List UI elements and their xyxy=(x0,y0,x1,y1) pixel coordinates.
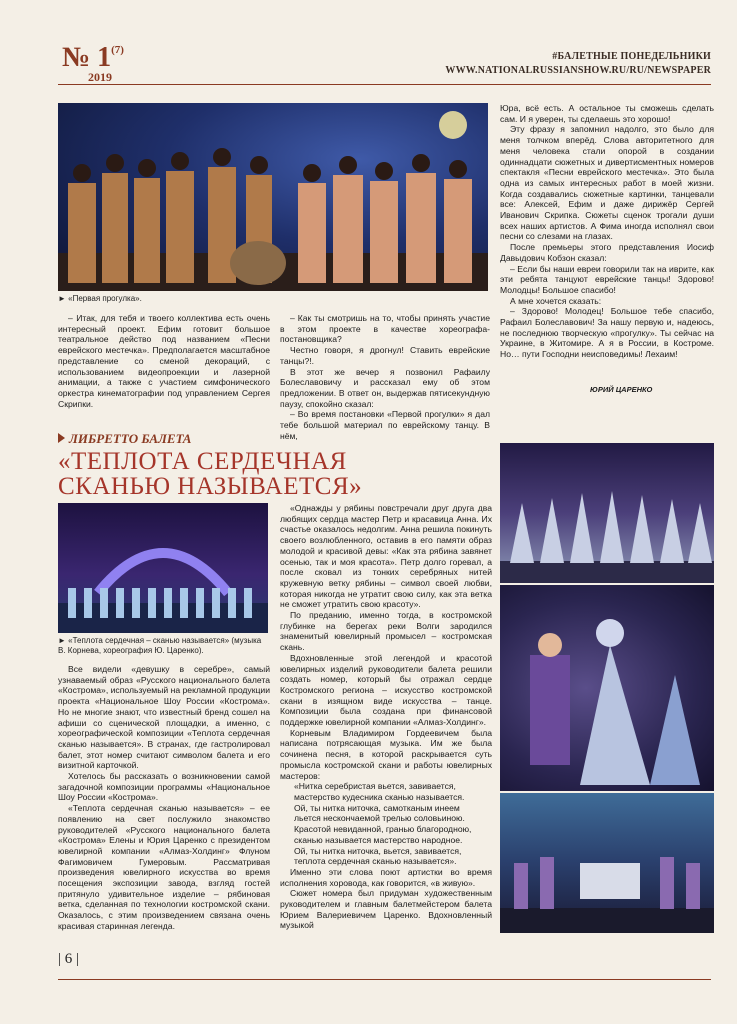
issue-number: № 1$^{(7)}$ 2019 xyxy=(62,42,124,84)
paragraph: – Во время постановки «Первой прогулки» я дал тебе большой материал по еврейскому танцу. В нём, xyxy=(280,409,490,441)
poem-line: Ой, ты нитка ниточка, самотканым инеем xyxy=(294,802,460,813)
footer-divider xyxy=(58,979,711,980)
paragraph: – Если бы наши евреи говорили так на иврите, как эти ребята танцуют еврейские танцы! Здорово! Молодцы! Большое спасибо! xyxy=(500,263,714,295)
poem-line: Красотой невиданной, гранью благородною, xyxy=(294,824,472,835)
paragraph: «Теплота сердечная сканью называется» – ее появлению на свет послужило знакомство руководителей «Русского национального балета «Кострома» Елены и Юрия Царенко с президентом ювелирной компании «Алмаз-Холдинг» Флуном Фагимовичем Гумеровым. Рассматривая произведения ювелирного искусства во время посещения экспозиции завода, взгляд гостей притянуло удивительное изделие – рябиновая ветка, сделанная по технологии костромской скани. Оказалось, с этим произведением связана очень красивая старинная легенда. xyxy=(58,803,270,931)
article-title: «ТЕПЛОТА СЕРДЕЧНАЯ СКАНЬЮ НАЗЫВАЕТСЯ» xyxy=(58,448,363,500)
header-divider xyxy=(58,84,711,85)
paragraph: А мне хочется сказать: xyxy=(510,295,602,306)
paragraph: После премьеры этого представления Иосиф Давыдович Кобзон сказал: xyxy=(500,242,714,263)
bottom-column-2 xyxy=(280,503,492,931)
paragraph: Корневым Владимиром Гордеевичем была написана потрясающая музыка. Им же была сочинена песня, в которой раскрывается суть промысла костромской скани и работы ювелирных мастеров: xyxy=(280,727,492,781)
photo-caption-top: ► «Первая прогулка». xyxy=(58,294,142,303)
photo-first-walk xyxy=(58,103,488,291)
paragraph: – Здорово! Молодец! Большое тебе спасибо, Рафаил Болеславович! За нашу первую и, надеюсь, не последнюю творческую «прогулку». Ты сейчас на Украине, в Житомире. А я в России, в Костроме. Но… пути Господни неисповедимы! Лехаим! xyxy=(500,306,714,360)
page-number: | 6 | xyxy=(58,951,80,967)
paragraph: Юра, всё есть. А остальное ты сможешь сделать сам. И я уверен, ты сделаешь это хорошо! xyxy=(500,103,714,124)
paragraph: По преданию, именно тогда, в костромской глубинке на берегах реки Волги зародился знаменитый ювелирный промысел – костромская скань. xyxy=(280,610,492,653)
paragraph: Вдохновленные этой легендой и красотой ювелирных изделий руководители балета решили создать номер, который бы отражал сердце Костромского региона – искусство костромской скани в изящном виде искусства – танце. Композиции была создана при финансовой поддержке ювелирной компании «Алмаз-Холдинг». xyxy=(280,652,492,728)
author-signature: ЮРИЙ ЦАРЕНКО xyxy=(590,385,653,394)
photo-caption-bottom: ► «Теплота сердечная – сканью называется» (музыка В. Корнева, хореография Ю. Царенко). xyxy=(58,636,262,655)
rubric: #БАЛЕТНЫЕ ПОНЕДЕЛЬНИКИ xyxy=(552,51,711,62)
poem-line: льется нескончаемой трелью соловьиною. xyxy=(294,813,465,824)
photo-duet xyxy=(500,585,714,791)
paragraph: «Однажды у рябины повстречали друг друга два любящих сердца мастер Петр и красавица Анна. Их счастье оказалось недолгим. Анна решила покинуть своего возлюбленного, оставив в его памяти образ молодой и красивой девы: «Как эта рябина завянет осенью, так и моя красота». Петр долго горевал, а после сковал из тонких серебряных нитей кружевную ветку рябины – символ своей любви, которая никогда не утратит свою силу, как эта ветка не сможет утратить свою красоту». xyxy=(280,503,492,610)
paragraph: Эту фразу я запомнил надолго, это было для меня толчком вперёд. Слова авторитетного для меня человека стали опорой в создании одиннадцати сюжетных и дивертисментных номеров спектакля «Песни еврейского местечка». Это была одна из самых интересных работ в моей жизни. Когда создавались сюжетные картинки, танцевали все: Алексей, Ефим и даже дирижёр Сергей Иванович Скрипка. Сюжеты сценок трогали души всех наших артистов. А Фима иногда исполнял свои песни со слезами на глазах. xyxy=(500,124,714,242)
top-column-2 xyxy=(280,313,490,441)
paragraph: В этот же вечер я позвонил Рафаилу Болеславовичу и рассказал ему об этом предложении. В ответ он, выдержав пятисекундную паузу, спокойно сказал: xyxy=(280,366,490,409)
paragraph: Все видели «девушку в серебре», самый узнаваемый образ «Русского национального балета «Кострома», используемый на рекламной продукции проекта «Национальное Шоу России «Кострома». Но не многие знают, что известный бренд сошел на афиши со сценической площадки, а именно, с хореографической композиции «Теплота сердечная сканью называется». В странах, где гастролировал балет, этот номер считают символом балета и его визитной карточкой. xyxy=(58,664,270,771)
paragraph: Хотелось бы рассказать о возникновении самой загадочной композиции программы «Национальное Шоу России «Кострома». xyxy=(58,771,270,803)
photo-silver-dancers xyxy=(500,443,714,583)
poem-line: теплота сердечная сканью называется». xyxy=(294,856,457,867)
website-url: WWW.NATIONALRUSSIANSHOW.RU/RU/NEWSPAPER xyxy=(445,65,711,76)
issue-year: 2019 xyxy=(88,70,112,84)
poem-line: сканью называется мастерство народное. xyxy=(294,834,463,845)
paragraph: – Итак, для тебя и твоего коллектива есть очень интересный проект. Ефим готовит большое театральное действо под названием «Песни еврейского местечка». Предполагается масштабное представление со сменой декораций, с использованием видеопроекции и лазерной анимации, а также с участием симфонического оркестра кинематографии под управлением Сергея Скрипки. xyxy=(58,313,270,409)
top-column-3 xyxy=(500,103,714,360)
paragraph: – Как ты смотришь на то, чтобы принять участие в этом проекте в качестве хореографа-постановщика? xyxy=(280,313,490,345)
poem-line: «Нитка серебристая вьется, завивается, xyxy=(294,781,456,792)
photo-filigree-stage xyxy=(58,503,268,633)
poem-line: мастерство кудесника сканью называется. xyxy=(294,791,465,802)
photo-jewel-box xyxy=(500,793,714,933)
paragraph: Именно эти слова поют артистки во время исполнения хоровода, как говорится, «в живую». xyxy=(280,866,492,888)
poem-line: Ой, ты нитка ниточка, вьется, завивается, xyxy=(294,845,462,856)
paragraph: Честно говоря, я дрогнул! Ставить еврейские танцы?!. xyxy=(280,345,490,366)
top-column-1 xyxy=(58,313,270,409)
paragraph: Сюжет номера был придуман художественным руководителем и главным балетмейстером балета Юрием Валериевичем Царенко. Вдохновленный музыкой xyxy=(280,888,492,931)
section-label: ЛИБРЕТТО БАЛЕТА xyxy=(58,431,191,447)
bottom-column-1 xyxy=(58,664,270,932)
header-right xyxy=(445,50,711,78)
